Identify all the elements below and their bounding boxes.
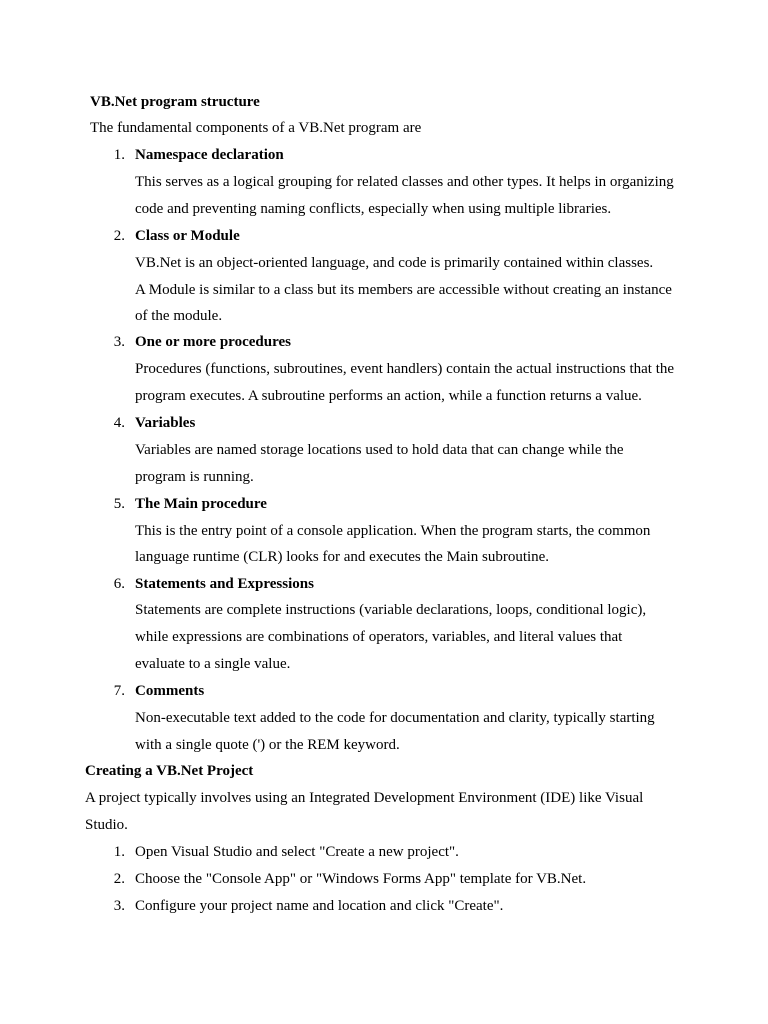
- list-item-text: program executes. A subroutine performs an action, while a function returns a value.: [135, 388, 642, 404]
- list-number: 2.: [113, 871, 125, 887]
- list-item-text: Procedures (functions, subroutines, event handlers) contain the actual instructions that the: [135, 361, 675, 377]
- list-item-text: of the module.: [135, 308, 223, 324]
- list-item-title: The Main procedure: [135, 496, 267, 512]
- list-item-title: Variables: [135, 415, 196, 431]
- list-item-text: This serves as a logical grouping for related classes and other types. It helps in organizing: [135, 174, 674, 190]
- list-item-text: with a single quote (') or the REM keyword.: [135, 737, 400, 753]
- list-item-text: Choose the "Console App" or "Windows Forms App" template for VB.Net.: [135, 871, 587, 887]
- list-item-text: Statements are complete instructions (variable declarations, loops, conditional logic),: [135, 602, 647, 618]
- list-number: 3.: [113, 898, 125, 914]
- list-item-title: Statements and Expressions: [135, 576, 314, 592]
- list-item-text: This is the entry point of a console application. When the program starts, the common: [135, 523, 651, 539]
- list-number: 1.: [113, 147, 125, 163]
- list-number: 1.: [113, 844, 125, 860]
- section-intro: A project typically involves using an Integrated Development Environment (IDE) like Visual: [85, 790, 644, 806]
- list-item-title: Namespace declaration: [135, 147, 284, 163]
- list-item-text: Non-executable text added to the code for documentation and clarity, typically starting: [135, 710, 655, 726]
- list-number: 2.: [113, 228, 125, 244]
- list-item-text: Variables are named storage locations used to hold data that can change while the: [135, 442, 624, 458]
- list-item-text: evaluate to a single value.: [135, 656, 291, 672]
- list-number: 3.: [113, 334, 125, 350]
- list-number: 4.: [113, 415, 125, 431]
- list-item-text: program is running.: [135, 469, 254, 485]
- list-item-title: Class or Module: [135, 228, 240, 244]
- list-item-text: while expressions are combinations of operators, variables, and literal values that: [135, 629, 623, 645]
- list-item-text: Configure your project name and location and click "Create".: [135, 898, 504, 914]
- section-heading: Creating a VB.Net Project: [85, 763, 254, 779]
- list-item-text: VB.Net is an object-oriented language, and code is primarily contained within classes.: [135, 255, 654, 271]
- list-item-text: Open Visual Studio and select "Create a new project".: [135, 844, 459, 860]
- list-item-text: code and preventing naming conflicts, especially when using multiple libraries.: [135, 201, 612, 217]
- section-intro: The fundamental components of a VB.Net program are: [90, 120, 422, 136]
- list-item-title: One or more procedures: [135, 334, 291, 350]
- list-item-text: language runtime (CLR) looks for and executes the Main subroutine.: [135, 549, 550, 565]
- section-heading: VB.Net program structure: [90, 94, 260, 110]
- list-number: 5.: [113, 496, 125, 512]
- list-number: 6.: [113, 576, 125, 592]
- list-number: 7.: [113, 683, 125, 699]
- section-intro: Studio.: [85, 817, 128, 833]
- list-item-text: A Module is similar to a class but its members are accessible without creating an instance: [135, 282, 672, 298]
- list-item-title: Comments: [135, 683, 205, 699]
